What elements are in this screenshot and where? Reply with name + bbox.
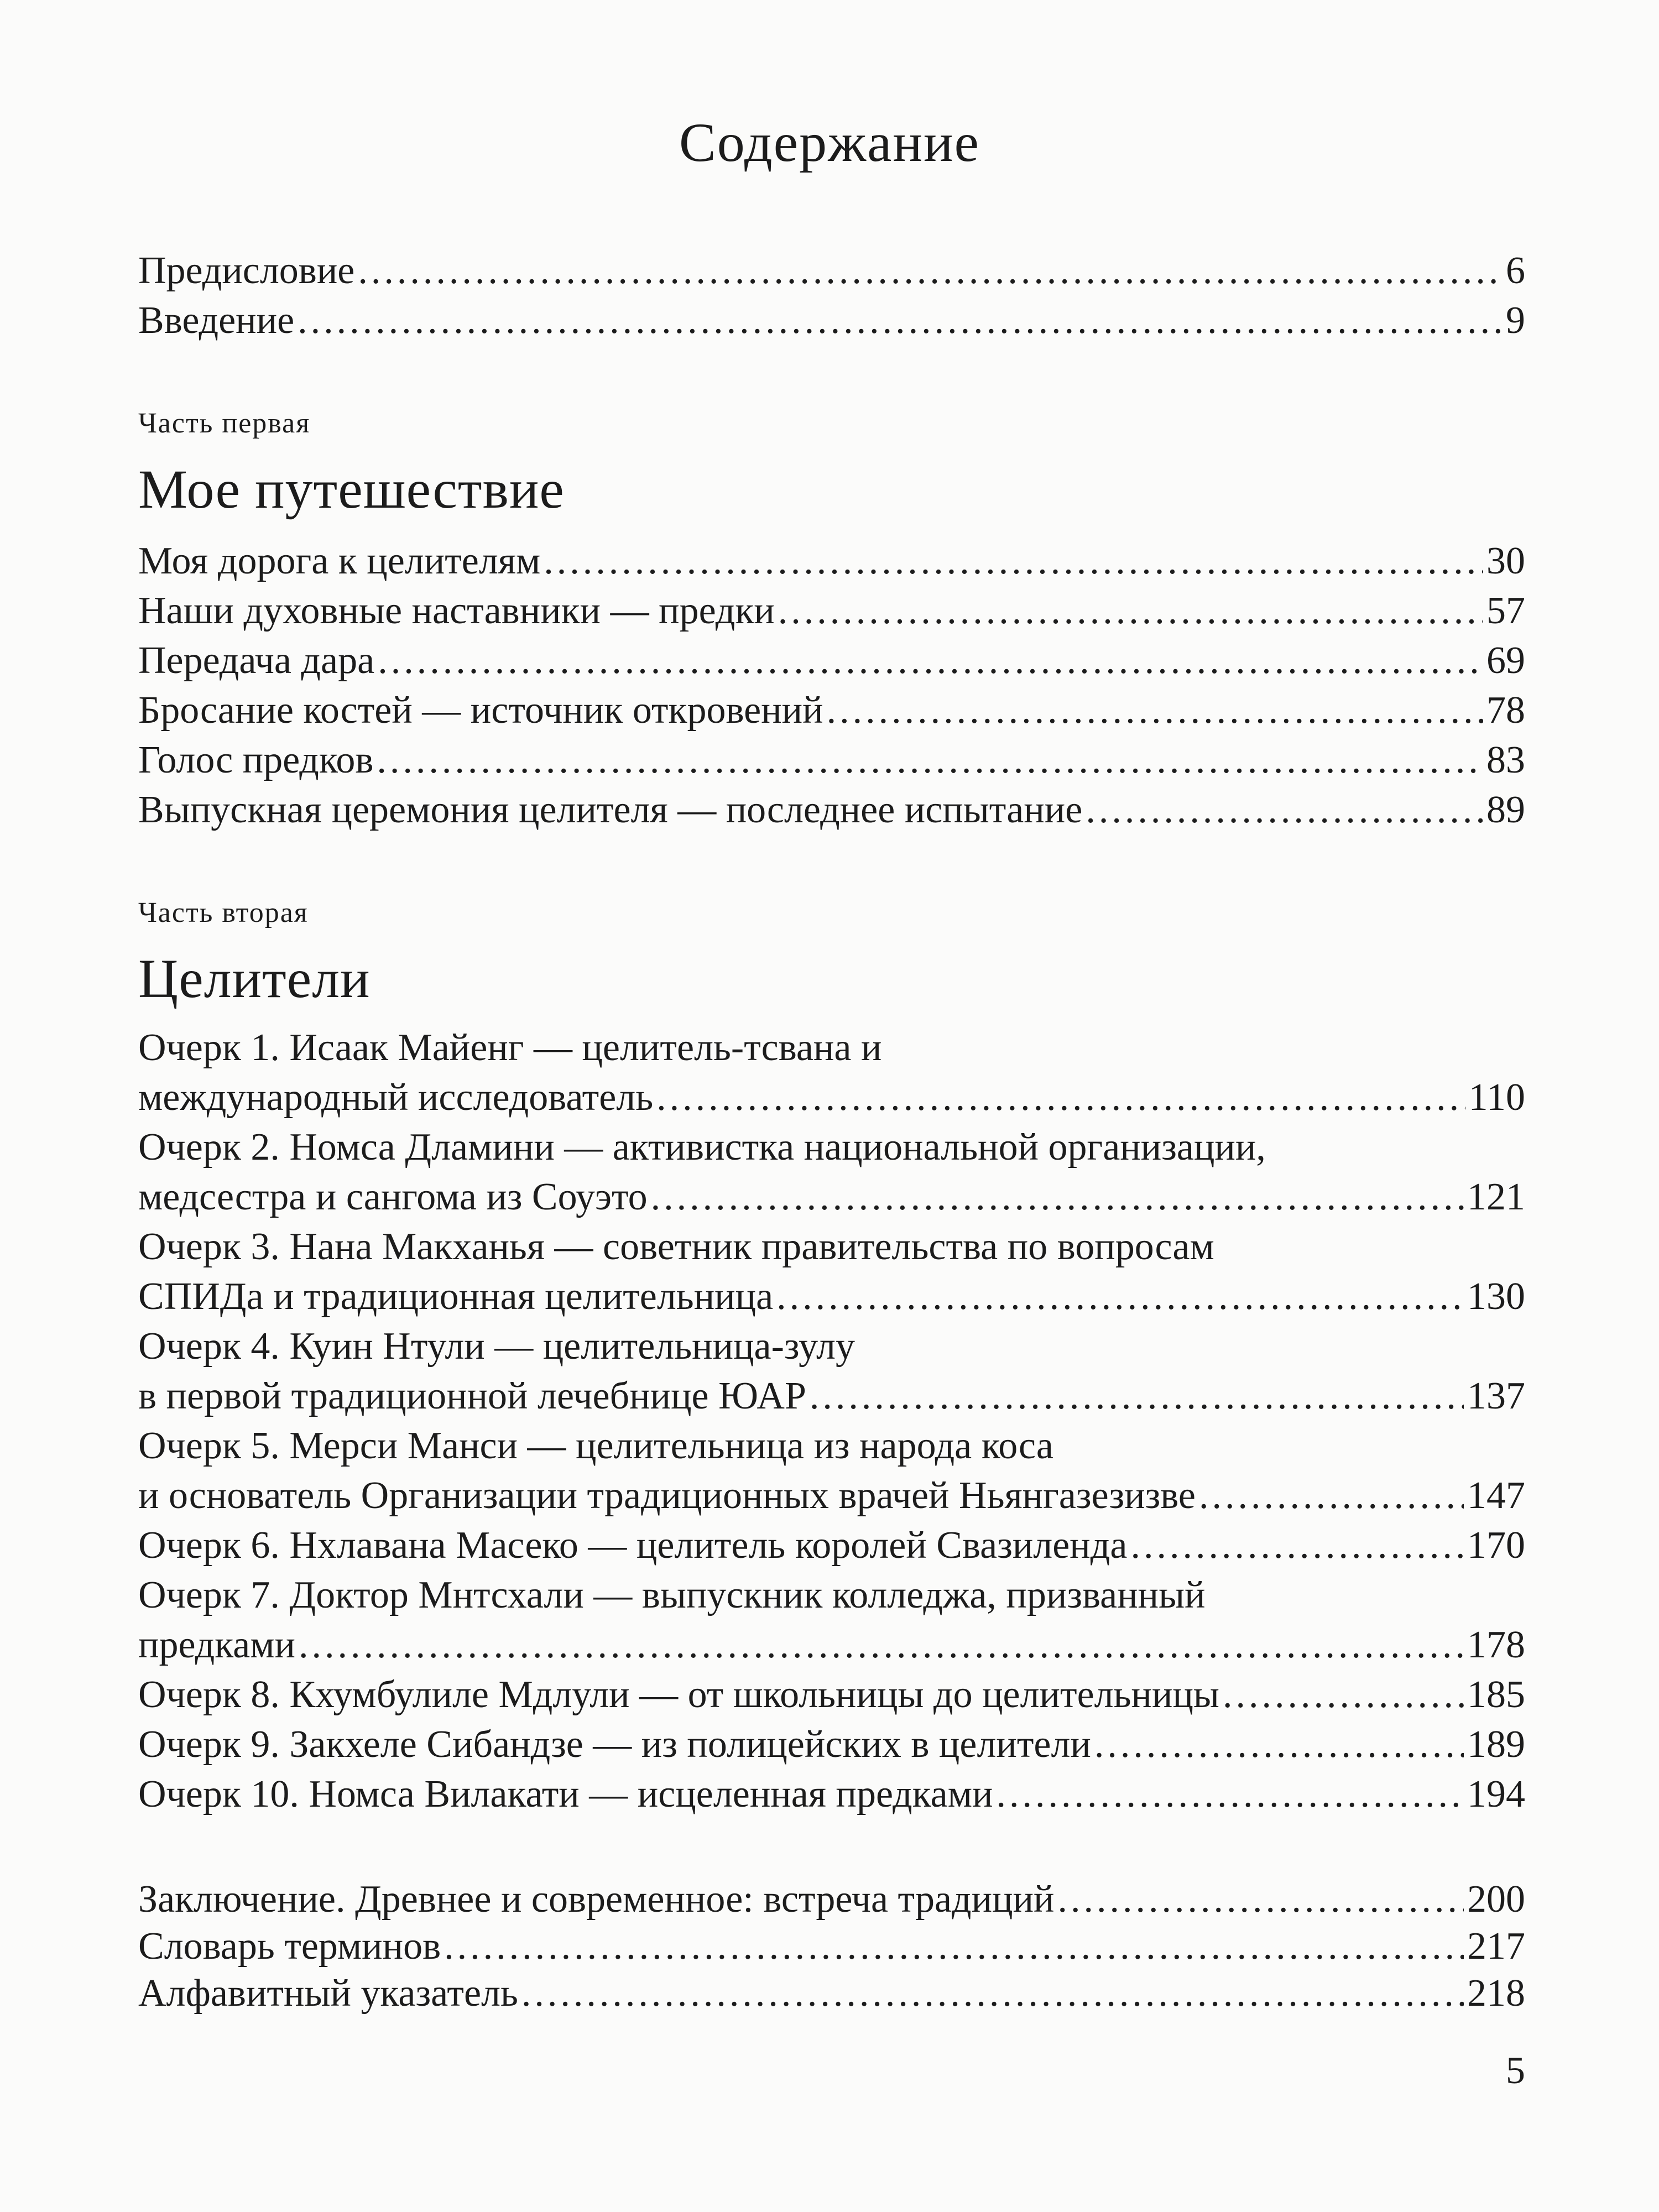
toc-entry-first-line: Очерк 3. Нана Макханья — советник правительства по вопросам: [138, 1225, 1214, 1268]
toc-entry: Бросание костей — источник откровений ..... 78: [138, 691, 1525, 730]
toc-entry: международный исследователь ..... 110: [138, 1078, 1525, 1117]
toc-entry-conclusion: Заключение. Древнее и современное: встреча традиций ..... 200: [138, 1880, 1525, 1919]
toc-entry: Наши духовные наставники — предки ..... 57: [138, 592, 1525, 630]
toc-entry-preface: Предисловие ..... 6: [138, 252, 1525, 290]
toc-entry-first-line: Очерк 5. Мерси Манси — целительница из народа коса: [138, 1425, 1053, 1467]
toc-entry-first-line: Очерк 7. Доктор Мнтсхали — выпускник колледжа, призванный: [138, 1574, 1206, 1616]
toc-entry: предками ..... 178: [138, 1626, 1525, 1665]
toc-entry: в первой традиционной лечебнице ЮАР ..... 137: [138, 1377, 1525, 1416]
toc-entry: Выпускная церемония целителя — последнее испытание ..... 89: [138, 791, 1525, 830]
toc-entry-first-line: Очерк 4. Куин Нтули — целительница-зулу: [138, 1325, 855, 1368]
toc-entry: Голос предков ..... 83: [138, 741, 1525, 780]
toc-entry: Моя дорога к целителям ..... 30: [138, 542, 1525, 581]
page-title: Содержание: [679, 112, 980, 173]
part-title: Мое путешествие: [138, 458, 565, 520]
toc-entry: СПИДа и традиционная целительница ..... 130: [138, 1277, 1525, 1316]
toc-entry: Передача дара ..... 69: [138, 641, 1525, 680]
toc-entry-first-line: Очерк 2. Номса Дламини — активистка национальной организации,: [138, 1126, 1266, 1168]
part-label: Часть первая: [138, 408, 311, 439]
toc-entry-first-line: Очерк 1. Исаак Майенг — целитель-тсвана и: [138, 1026, 882, 1069]
page-number: 5: [1506, 2049, 1525, 2092]
toc-entry-introduction: Введение ..... 9: [138, 301, 1525, 340]
toc-entry-glossary: Словарь терминов ..... 217: [138, 1927, 1525, 1966]
toc-entry: Очерк 10. Номса Вилакати — исцеленная предками ..... 194: [138, 1775, 1525, 1814]
toc-entry: Очерк 8. Кхумбулиле Мдлули — от школьницы до целительницы ..... 185: [138, 1676, 1525, 1714]
toc-entry: Очерк 9. Закхеле Сибандзе — из полицейских в целители ..... 189: [138, 1725, 1525, 1764]
toc-entry-index: Алфавитный указатель ..... 218: [138, 1974, 1525, 2013]
part-title: Целители: [138, 948, 371, 1009]
toc-entry: и основатель Организации традиционных врачей Ньянгазезизве ..... 147: [138, 1477, 1525, 1515]
toc-entry: Очерк 6. Нхлавана Масеко — целитель королей Свазиленда ..... 170: [138, 1526, 1525, 1565]
toc-entry: медсестра и сангома из Соуэто ..... 121: [138, 1178, 1525, 1217]
part-label: Часть вторая: [138, 897, 309, 928]
